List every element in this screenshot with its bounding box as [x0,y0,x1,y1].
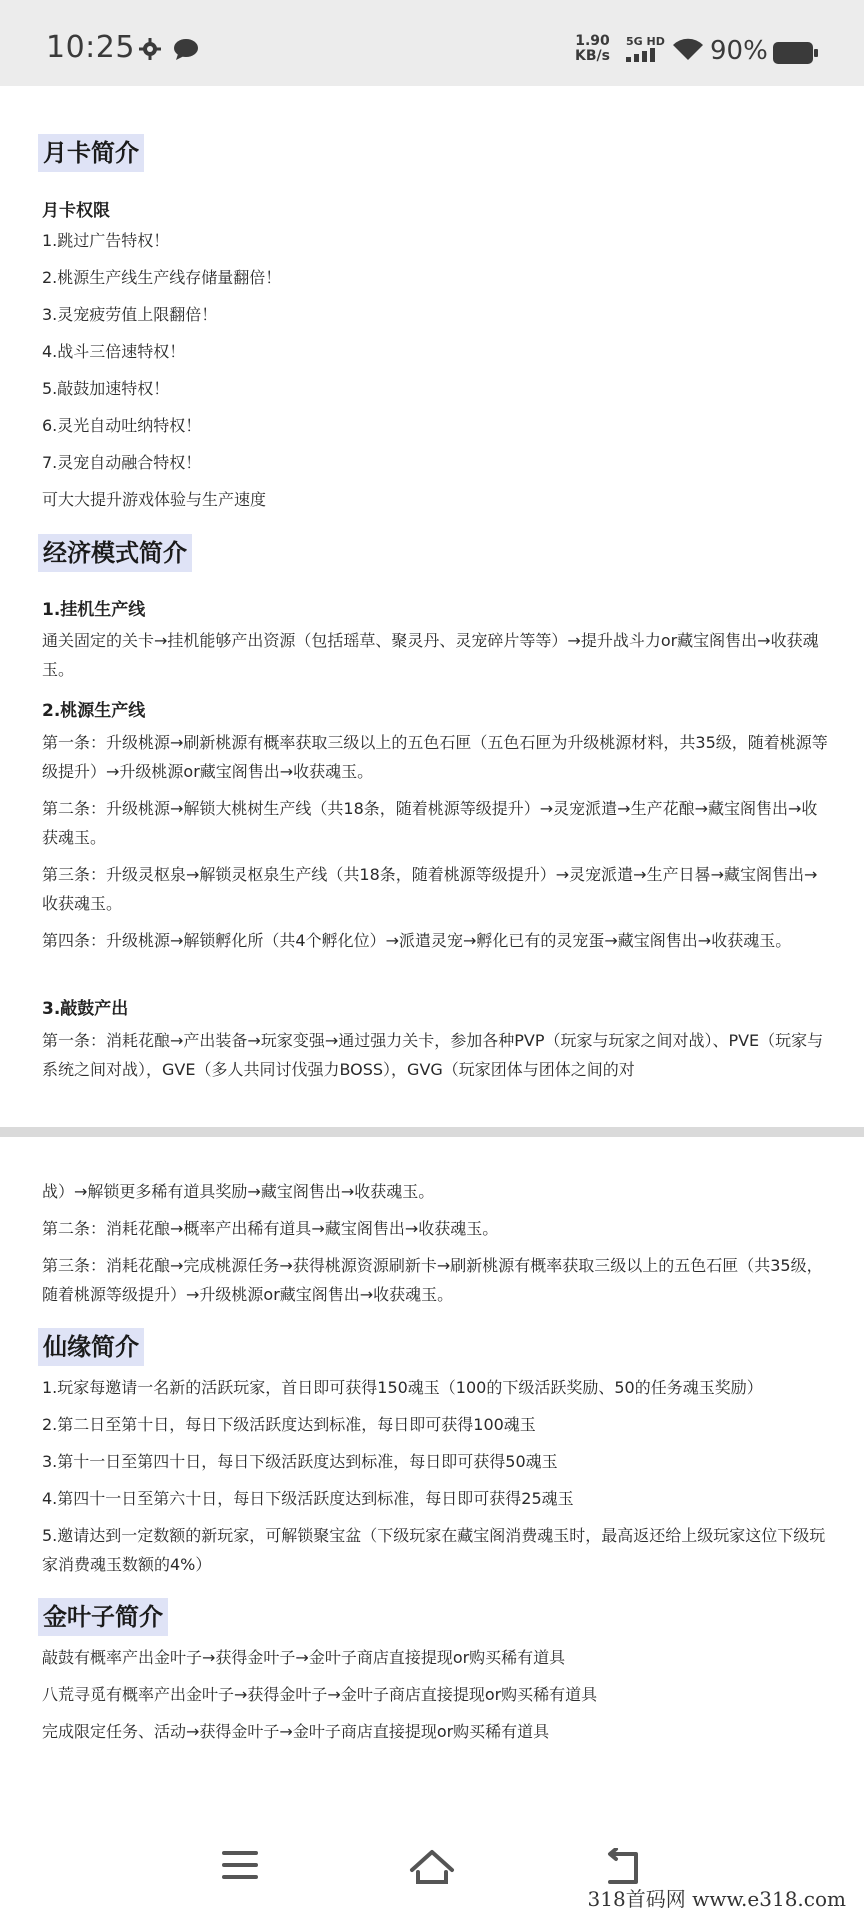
speed-value: 1.90 [575,33,610,49]
home-icon[interactable] [408,1848,456,1892]
subtitle-yueka-perks: 月卡权限 [42,201,110,221]
summary-text: 可大大提升游戏体验与生产速度 [42,490,267,509]
network-speed [575,34,610,64]
paragraph: 第三条：消耗花酿→完成桃源任务→获得桃源资源刷新卡→刷新桃源有概率获取三级以上的五色石匣（共35级，随着桃源等级提升）→升级桃源or藏宝阁售出→收获魂玉。 [42,1256,823,1304]
status-bar [0,0,864,86]
status-time: 10:25 [46,30,135,65]
paragraph: 第一条：消耗花酿→产出装备→玩家变强→通过强力关卡，参加各种PVP（玩家与玩家之间对战）、PVE（玩家与系统之间对战），GVE（多人共同讨伐强力BOSS），GVG（玩家团体与团体之间的对 [42,1031,824,1079]
paragraph: 第二条：升级桃源→解锁大桃树生产线（共18条，随着桃源等级提升）→灵宠派遣→生产花酿→藏宝阁售出→收获魂玉。 [42,799,818,847]
signal-icon [626,36,665,66]
section-title-yueka: 月卡简介 [38,134,144,172]
watermark: 318首码网 www.e318.com [587,1887,846,1911]
list-item: 2.第二日至第十日，每日下级活跃度达到标准，每日即可获得100魂玉 [42,1415,536,1434]
subtitle-taoyuan: 2.桃源生产线 [42,701,146,721]
list-item: 6.灵光自动吐纳特权！ [42,416,202,435]
battery-percent: 90% [710,36,768,66]
list-item: 2.桃源生产线生产线存储量翻倍！ [42,268,282,287]
paragraph: 通关固定的关卡→挂机能够产出资源（包括瑶草、聚灵丹、灵宠碎片等等）→提升战斗力or藏宝阁售出→收获魂玉。 [42,631,819,679]
paragraph: 第三条：升级灵枢泉→解锁灵枢泉生产线（共18条，随着桃源等级提升）→灵宠派遣→生产日晷→藏宝阁售出→收获魂玉。 [42,865,818,913]
page-divider [0,1127,864,1137]
subtitle-qiaogu: 3.敲鼓产出 [42,999,129,1019]
list-item: 5.敲鼓加速特权！ [42,379,170,398]
section-title-jinyezi: 金叶子简介 [38,1598,168,1636]
network-type: 5G HD [626,35,665,48]
list-item: 7.灵宠自动融合特权！ [42,453,202,472]
list-item: 3.第十一日至第四十日，每日下级活跃度达到标准，每日即可获得50魂玉 [42,1452,558,1471]
list-item: 4.第四十一日至第六十日，每日下级活跃度达到标准，每日即可获得25魂玉 [42,1489,574,1508]
menu-icon[interactable] [220,1848,260,1886]
list-item: 1.玩家每邀请一名新的活跃玩家，首日即可获得150魂玉（100的下级活跃奖励、50的任务魂玉奖励） [42,1378,763,1397]
speed-unit: KB/s [575,48,610,64]
list-item: 敲鼓有概率产出金叶子→获得金叶子→金叶子商店直接提现or购买稀有道具 [42,1648,566,1667]
navigation-bar [0,1830,864,1920]
list-item: 3.灵宠疲劳值上限翻倍！ [42,305,218,324]
chat-icon [173,38,199,64]
paragraph: 第四条：升级桃源→解锁孵化所（共4个孵化位）→派遣灵宠→孵化已有的灵宠蛋→藏宝阁售出→收获魂玉。 [42,931,792,950]
battery-icon [773,42,819,68]
list-item: 1.跳过广告特权！ [42,231,170,250]
list-item: 完成限定任务、活动→获得金叶子→金叶子商店直接提现or购买稀有道具 [42,1722,550,1741]
wifi-icon [672,38,704,66]
section-title-jingji: 经济模式简介 [38,534,192,572]
subtitle-guaji: 1.挂机生产线 [42,600,146,620]
list-item: 5.邀请达到一定数额的新玩家，可解锁聚宝盆（下级玩家在藏宝阁消费魂玉时，最高返还给上级玩家这位下级玩家消费魂玉数额的4%） [42,1526,826,1574]
paragraph: 第一条：升级桃源→刷新桃源有概率获取三级以上的五色石匣（五色石匣为升级桃源材料，共35级，随着桃源等级提升）→升级桃源or藏宝阁售出→收获魂玉。 [42,733,828,781]
paragraph: 第二条：消耗花酿→概率产出稀有道具→藏宝阁售出→收获魂玉。 [42,1219,499,1238]
list-item: 4.战斗三倍速特权！ [42,342,186,361]
list-item: 八荒寻觅有概率产出金叶子→获得金叶子→金叶子商店直接提现or购买稀有道具 [42,1685,598,1704]
gear-icon [139,38,161,64]
section-title-xianyuan: 仙缘简介 [38,1328,144,1366]
paragraph: 战）→解锁更多稀有道具奖励→藏宝阁售出→收获魂玉。 [42,1182,435,1201]
